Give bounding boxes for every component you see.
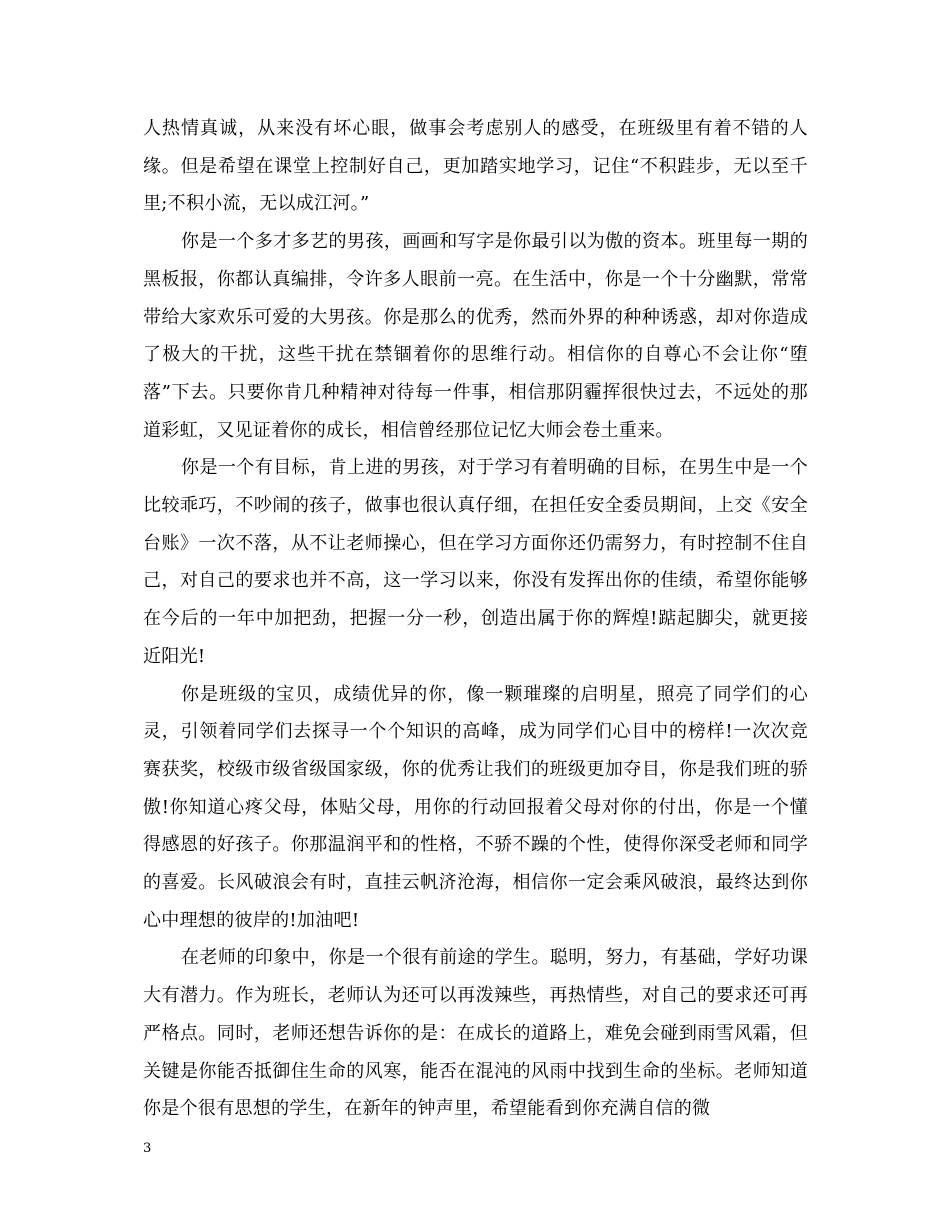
paragraph-5: 在老师的印象中，你是一个很有前途的学生。聪明，努力，有基础，学好功课大有潜力。作为班长，老师认为还可以再泼辣些，再热情些，对自己的要求还可再严格点。同时，老师还想告诉你的是：在成长的道路上，难免会碰到雨雪风霜，但关键是你能否抵御住生命的风寒，能否在混沌的风雨中找到生命的坐标。老师知道你是个很有思想的学生，在新年的钟声里，希望能看到你充满自信的微 (143, 947, 808, 1120)
page-number: 3 (143, 1141, 152, 1156)
paragraph-2: 你是一个多才多艺的男孩，画画和写字是你最引以为傲的资本。班里每一期的黑板报，你都认真编排，令许多人眼前一亮。在生活中，你是一个十分幽默，常常带给大家欢乐可爱的大男孩。你是那么的优秀，然而外界的种种诱惑，却对你造成了极大的干扰，这些干扰在禁锢着你的思维行动。相信你的自尊心不会让你“堕落”下去。只要你肯几种精神对待每一件事，相信那阴霾挥很快过去，不远处的那道彩虹，又见证着你的成长，相信曾经那位记忆大师会卷土重来。 (143, 231, 808, 441)
paragraph-3: 你是一个有目标，肯上进的男孩，对于学习有着明确的目标，在男生中是一个比较乖巧，不吵闹的孩子，做事也很认真仔细，在担任安全委员期间，上交《安全台账》一次不落，从不让老师操心，但在学习方面你还仍需努力，有时控制不住自己，对自己的要求也并不高，这一学习以来，你没有发挥出你的佳绩，希望你能够在今后的一年中加把劲，把握一分一秒，创造出属于你的辉煌!踮起脚尖，就更接近阳光! (143, 457, 808, 667)
body-text (143, 110, 808, 1128)
paragraph-4: 你是班级的宝贝，成绩优异的你，像一颗璀璨的启明星，照亮了同学们的心灵，引领着同学们去探寻一个个知识的高峰，成为同学们心目中的榜样!一次次竞赛获奖，校级市级省级国家级，你的优秀让我们的班级更加夺目，你是我们班的骄傲!你知道心疼父母，体贴父母，用你的行动回报着父母对你的付出，你是一个懂得感恩的好孩子。你那温润平和的性格，不骄不躁的个性，使得你深受老师和同学的喜爱。长风破浪会有时，直挂云帆济沧海，相信你一定会乘风破浪，最终达到你心中理想的彼岸的!加油吧! (143, 683, 808, 931)
paragraph-1: 人热情真诚，从来没有坏心眼，做事会考虑别人的感受，在班级里有着不错的人缘。但是希望在课堂上控制好自己，更加踏实地学习，记住“不积跬步，无以至千里;不积小流，无以成江河。” (143, 118, 808, 215)
